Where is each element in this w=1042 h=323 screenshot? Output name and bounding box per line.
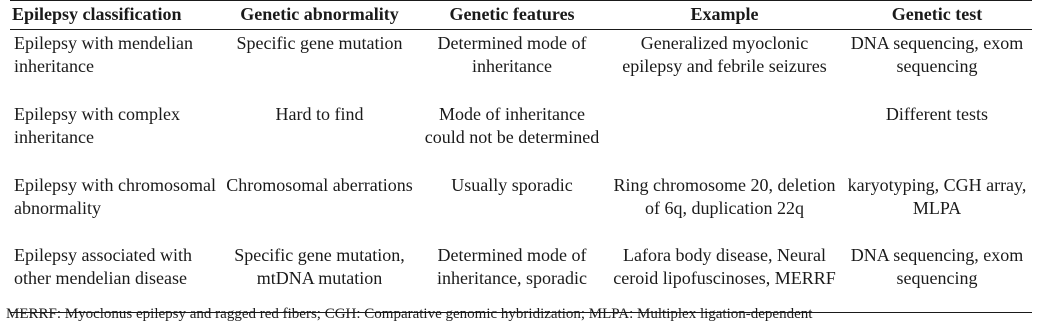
cell-test: karyotyping, CGH array, MLPA [847,174,1027,218]
header-genetic-abnormality: Genetic abnormality [240,4,399,24]
cell-features: Mode of inheritance could not be determined [424,103,600,147]
cell-abnormality: Specific gene mutation, mtDNA mutation [234,244,405,288]
cell-classification: Epilepsy with complex inheritance [14,103,180,147]
cell-example: Lafora body disease, Neural ceroid lipofuscinoses, MERRF [613,244,836,288]
cell-example: Ring chromosome 20, deletion of 6q, duplication 22q [613,174,836,218]
genetic-classification-table [10,0,1032,313]
cell-features: Usually sporadic [451,174,573,195]
cell-test: Different tests [885,103,989,124]
cell-example [607,101,842,172]
table-row [10,30,1032,101]
genetic-classification-table-container [10,0,1032,313]
cell-example: Generalized myoclonic epilepsy and febrile seizures [622,33,827,76]
header-example: Example [690,4,759,24]
cell-features: Determined mode of inheritance, sporadic [437,244,587,288]
table-body [10,30,1032,313]
table-row [10,242,1032,313]
header-epilepsy-classification: Epilepsy classification [12,4,182,24]
table-header [10,1,1032,30]
table-row [10,101,1032,172]
cell-abnormality: Chromosomal aberrations [226,174,413,195]
table-row [10,172,1032,242]
header-genetic-test: Genetic test [891,4,983,24]
header-genetic-features: Genetic features [449,4,575,24]
cell-classification: Epilepsy associated with other mendelian disease [14,244,192,288]
cell-abnormality: Specific gene mutation [236,33,403,53]
cell-classification: Epilepsy with chromosomal abnormality [14,174,216,218]
cell-features: Determined mode of inheritance [437,33,587,76]
header-row [10,1,1032,30]
cell-abnormality: Hard to find [275,103,364,124]
cell-classification: Epilepsy with mendelian inheritance [14,33,193,76]
table-footnote: MERRF: Myoclonus epilepsy and ragged red fibers; CGH: Comparative genomic hybridization; MLPA: Multiplex ligation-dependent [6,306,813,322]
cell-test: DNA sequencing, exom sequencing [850,33,1024,76]
cell-test: DNA sequencing, exom sequencing [850,244,1024,288]
